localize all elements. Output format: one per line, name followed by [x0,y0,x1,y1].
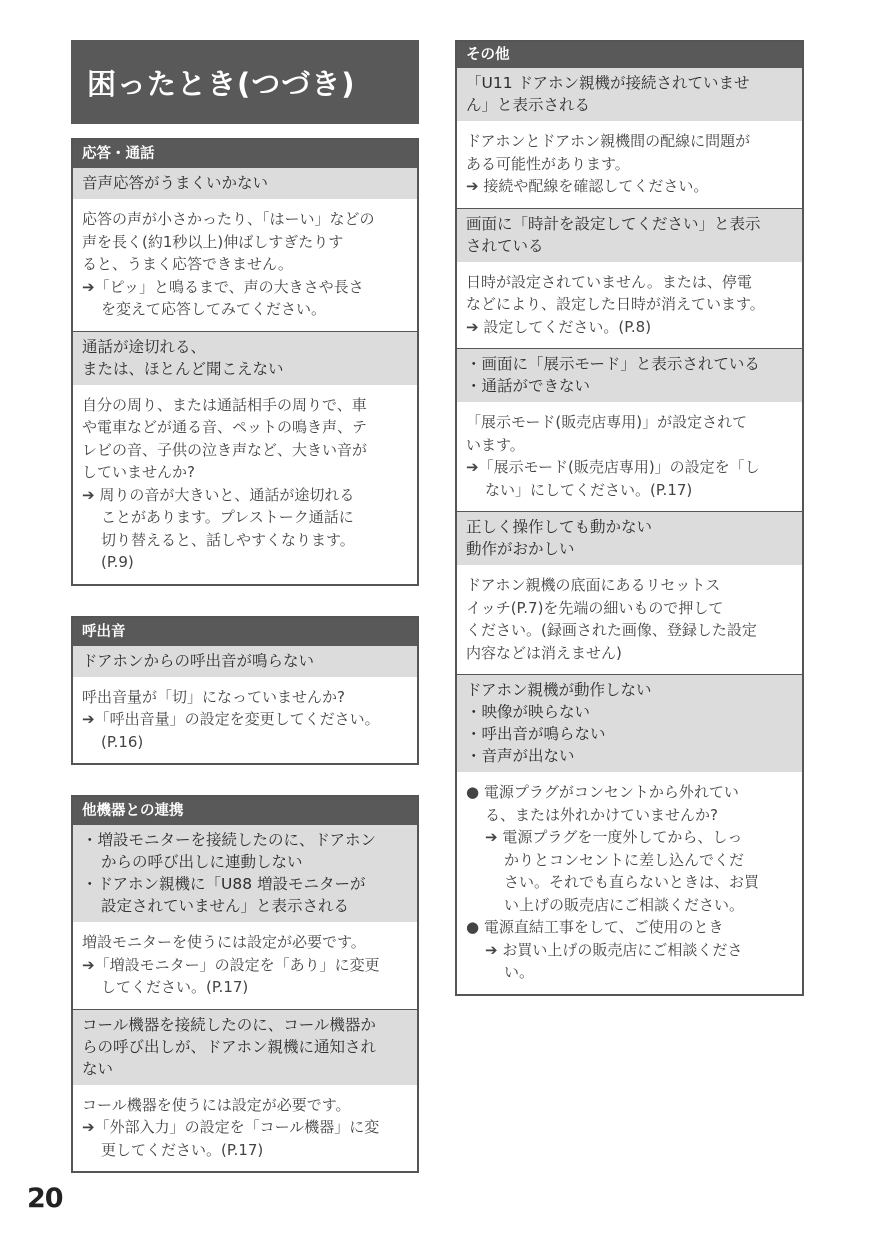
section-other [455,40,804,996]
question: 「U11 ドアホン親機が接続されていませ ん」と表示される [457,68,802,121]
page-title: 困ったとき(つづき) [71,40,419,124]
question: コール機器を接続したのに、コール機器か らの呼び出しが、ドアホン親機に通知され ない [73,1009,417,1085]
answer: 日時が設定されていません。または、停電 などにより、設定した日時が消えています。 ➔ 設定してください。(P.8) [466,272,765,336]
answer: 「展示モード(販売店専用)」が設定されて います。 ➔「展示モード(販売店専用)」の設定を「し ない」にしてください。(P.17) [466,413,760,499]
section-response-call [71,138,419,586]
section-heading: 呼出音 [73,618,417,646]
question: 画面に「時計を設定してください」と表示 されている [457,208,802,262]
page-number: 20 [27,1183,63,1214]
section-heading: その他 [457,42,802,68]
answer: 増設モニターを使うには設定が必要です。 ➔「増設モニター」の設定を「あり」に変更 してください。(P.17) [82,933,380,996]
question: ドアホンからの呼出音が鳴らない [73,646,417,677]
question: 音声応答がうまくいかない [73,168,417,199]
left-column [71,40,419,1203]
section-heading: 他機器との連携 [73,797,417,825]
section-device-link [71,795,419,1173]
question: 通話が途切れる、 または、ほとんど聞こえない [73,331,417,385]
answer: 自分の周り、または通話相手の周りで、車 や電車などが通る音、ペットの鳴き声、テ レビの音、子供の泣き声など、大きい音が していませんか? ➔ 周りの音が大きいと、通話が途切れる ことがあります。プレストーク通話に 切り替えると、話しやすくなります。 (P.9) [82,395,368,571]
right-column [455,40,804,1026]
question: ・画面に「展示モード」と表示されている ・通話ができない [457,348,802,402]
section-heading: 応答・通話 [73,140,417,168]
answer: ● 電源プラグがコンセントから外れてい る、または外れかけていませんか? ➔ 電源プラグを一度外してから、しっ かりとコンセントに差し込んでくだ さい。それでも直らないときは、お買 い上げの販売店にご相談ください。 ● 電源直結工事をして、ご使用のとき ➔ お買い上げの販売店にご相談くださ い。 [466,783,760,981]
question: ・増設モニターを接続したのに、ドアホン からの呼び出しに連動しない ・ドアホン親機に「U88 増設モニターが 設定されていません」と表示される [73,825,417,922]
answer: 応答の声が小さかったり、「はーい」などの 声を長く(約1秒以上)伸ばしすぎたりす ると、うまく応答できません。 ➔「ピッ」と鳴るまで、声の大きさや長さ を変えて応答してみてください。 [82,210,375,318]
answer: コール機器を使うには設定が必要です。 ➔「外部入力」の設定を「コール機器」に変 更してください。(P.17) [82,1095,380,1159]
question: ドアホン親機が動作しない ・映像が映らない ・呼出音が鳴らない ・音声が出ない [457,674,802,772]
section-ringtone [71,616,419,766]
answer: 呼出音量が「切」になっていませんか? ➔「呼出音量」の設定を変更してください。 (P.16) [82,687,380,751]
answer: ドアホン親機の底面にあるリセットス イッチ(P.7)を先端の細いもので押して ください。(録画された画像、登録した設定 内容などは消えません) [466,576,757,662]
answer: ドアホンとドアホン親機間の配線に問題が ある可能性があります。 ➔ 接続や配線を確認してください。 [466,132,751,195]
question: 正しく操作しても動かない 動作がおかしい [457,511,802,565]
